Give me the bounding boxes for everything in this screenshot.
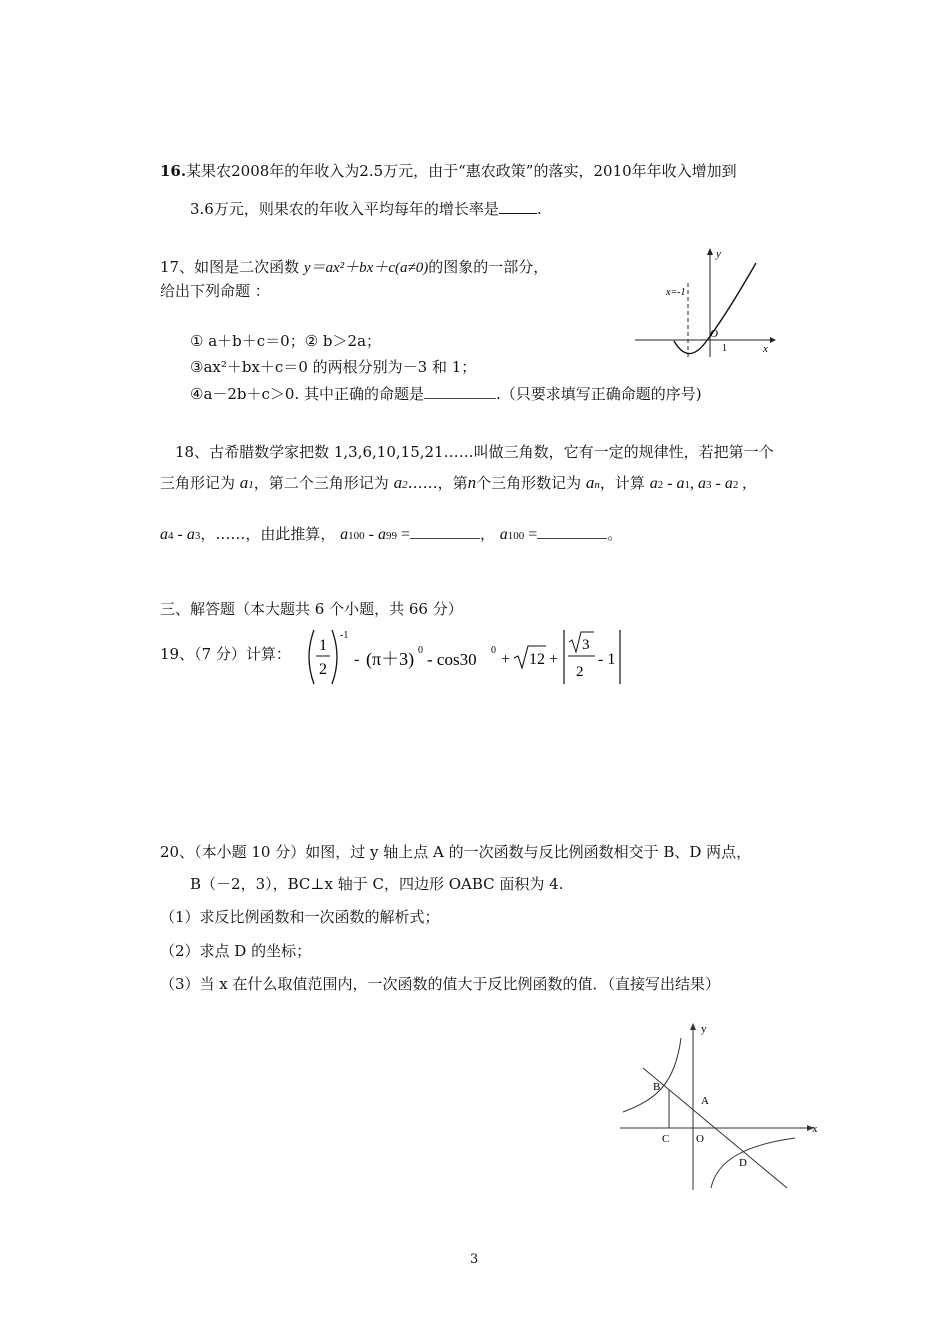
a2-symbol: a2: [393, 473, 408, 492]
pi-plus-three: (π＋3): [366, 649, 415, 669]
q18-l3a: ，……，由此推算，: [200, 525, 336, 543]
y-axis-arrow: [707, 248, 713, 255]
q16-line2-end: .: [536, 200, 542, 218]
plus-sign-1: +: [501, 651, 511, 668]
q17-line1: [160, 256, 548, 277]
q17-prop4-end: .（只要求填写正确命题的序号): [496, 385, 702, 403]
q18-answer-blank-2[interactable]: [537, 526, 607, 539]
exponent-zero-1: 0: [418, 645, 423, 656]
q18-l2c: ……，第: [407, 474, 468, 492]
diff-a100-a99: a100 - a99 =: [340, 526, 410, 543]
q17-prop1: ① a＋b＋c＝0；② b＞2a；: [190, 332, 382, 350]
plus-sign-2: +: [549, 651, 559, 668]
graph-x-label: x: [812, 1123, 818, 1135]
diff-a2-a1: a2 - a1, a3 - a2 ,: [649, 475, 747, 492]
y-axis-arrow: [690, 1023, 696, 1030]
graph-x-label: x: [763, 343, 768, 355]
q18-answer-blank-1[interactable]: [410, 526, 480, 539]
q17-prop4: [190, 383, 702, 404]
an-symbol: an: [585, 473, 600, 492]
sqrt3-radicand: 3: [582, 637, 590, 653]
q18-line1: 18、古希腊数学家把数 1,3,6,10,15,21……叫做三角数，它有一定的规律性，若把第一个: [175, 443, 774, 461]
q20-line2: B（－2，3），BC⊥x 轴于 C，四边形 OABC 面积为 4.: [190, 875, 564, 893]
q17-prop3: ③ax²＋bx＋c＝0 的两根分别为－3 和 1；: [190, 358, 477, 376]
q17-intro-end: 的图象的一部分，: [428, 258, 549, 276]
sqrt12-radicand: 12: [529, 651, 545, 668]
q18-line2: [160, 472, 746, 493]
q20-line1: 20、（本小题 10 分）如图，过 y 轴上点 A 的一次函数与反比例函数相交于 B、D 两点，: [160, 843, 752, 861]
point-a-label: A: [701, 1095, 709, 1107]
q18-l2e: ，计算: [599, 474, 645, 492]
q20-function-graph: [615, 1020, 830, 1195]
exponent-zero-2: 0: [491, 645, 496, 656]
q17-formula: y＝ax²＋bx＋c(a≠0): [303, 260, 429, 276]
q16-line2-text: 3.6万元，则果农的年收入平均每年的增长率是: [190, 200, 499, 218]
diff-a4-a3: a4 - a3: [160, 526, 201, 543]
n-symbol: n: [467, 473, 477, 492]
q19-expression: [300, 626, 630, 688]
q18-l2b: ，第二个三角形记为: [253, 474, 389, 492]
q18-l3b: ，: [479, 525, 495, 543]
graph-y-label: y: [716, 248, 721, 260]
page-number: 3: [470, 1252, 479, 1267]
symmetry-label: x=-1: [666, 287, 686, 298]
q17-parabola-graph: [630, 245, 790, 360]
q17-line2: 给出下列命题 ：: [160, 282, 270, 300]
q16-text: 某果农2008年的年收入为2.5万元，由于“惠农政策”的落实，2010年年收入增加到: [186, 162, 737, 180]
right-paren: [332, 630, 337, 684]
q17-answer-blank[interactable]: [424, 385, 496, 399]
q16-answer-blank[interactable]: [499, 199, 537, 214]
q20-sub2: （2）求点 D 的坐标；: [160, 942, 312, 960]
q18-line3: [160, 523, 622, 544]
q18-l3c: 。: [607, 525, 623, 543]
hyperbola-branch-right: [711, 1138, 795, 1188]
cos-term: - cos30: [427, 650, 477, 669]
point-o-label: O: [696, 1133, 704, 1145]
minus-one: - 1: [598, 651, 616, 668]
point-c-label: C: [662, 1133, 670, 1145]
q19-label: 19、（7 分）计算：: [160, 645, 291, 663]
q20-sub3: （3）当 x 在什么取值范围内，一次函数的值大于反比例函数的值．（直接写出结果）: [160, 975, 721, 993]
one-label: 1: [722, 343, 727, 354]
q18-l2a: 三角形记为: [160, 474, 236, 492]
q16-line1: [160, 160, 737, 181]
q18-l2d: 个三角形数记为: [476, 474, 582, 492]
section-three-heading: 三、解答题（本大题共 6 个小题，共 66 分）: [160, 600, 463, 618]
left-paren: [309, 630, 314, 684]
q20-sub1: （1）求反比例函数和一次函数的解析式；: [160, 908, 440, 926]
x-axis-arrow: [770, 337, 776, 343]
graph-y-label: y: [701, 1023, 707, 1035]
q17-intro: 17、如图是二次函数: [160, 258, 304, 276]
q17-prop4-text: ④a－2b＋c＞0. 其中正确的命题是: [190, 385, 425, 403]
sqrt3-denominator: 2: [576, 664, 584, 680]
exponent-neg-one: -1: [340, 630, 349, 641]
q16-line2: [190, 198, 542, 219]
half-numerator: 1: [319, 637, 327, 654]
q16-number: 16.: [160, 162, 187, 180]
half-denominator: 2: [319, 661, 327, 678]
point-b-label: B: [653, 1081, 661, 1093]
minus-sign-1: -: [354, 651, 360, 668]
a100-symbol: a100 =: [499, 526, 538, 543]
point-d-label: D: [739, 1157, 747, 1169]
origin-label: O: [710, 328, 718, 340]
a1-symbol: a1: [239, 473, 254, 492]
